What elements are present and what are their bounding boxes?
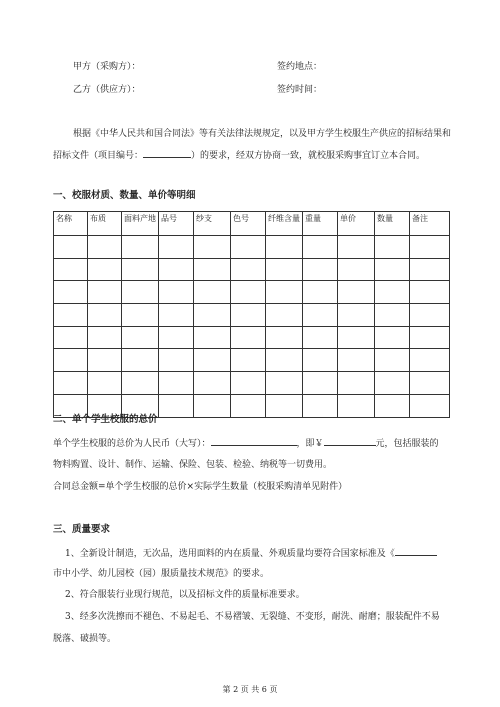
column-header: 纱支 [194, 212, 231, 236]
table-cell[interactable] [303, 281, 338, 304]
intro-line-2-after: ）的要求，经双方协商一致，就校服采购事宜订立本合同。 [191, 151, 426, 161]
table-cell[interactable] [410, 304, 450, 327]
table-cell[interactable] [194, 304, 231, 327]
table-row [54, 258, 450, 281]
table-cell[interactable] [54, 349, 88, 372]
sign-place-label: 签约地点： [277, 62, 323, 72]
column-header: 重量 [303, 212, 338, 236]
intro-line-2-before: 招标文件（项目编号： [53, 151, 144, 161]
table-cell[interactable] [338, 349, 375, 372]
table-cell[interactable] [194, 236, 231, 259]
table-cell[interactable] [410, 258, 450, 281]
table-cell[interactable] [88, 258, 122, 281]
quality-item-3-line-1: 3、经多次洗擦而不褪色、不易起毛、不易褶皱、无裂缝、不变形，耐洗、耐磨；服装配件不易 [65, 612, 440, 622]
table-cell[interactable] [303, 372, 338, 395]
table-cell[interactable] [159, 281, 194, 304]
price-uppercase-blank[interactable] [211, 436, 297, 446]
table-cell[interactable] [410, 326, 450, 349]
buyer-label: 甲方（采购方）： [73, 62, 141, 72]
table-cell[interactable] [122, 326, 159, 349]
table-cell[interactable] [122, 258, 159, 281]
table-row [54, 326, 450, 349]
table-cell[interactable] [194, 326, 231, 349]
table-cell[interactable] [338, 326, 375, 349]
table-cell[interactable] [194, 394, 231, 417]
price-includes-text: 元，包括服装的 [375, 439, 439, 449]
column-header: 色号 [231, 212, 266, 236]
table-cell[interactable] [375, 258, 410, 281]
table-cell[interactable] [375, 372, 410, 395]
table-cell[interactable] [375, 304, 410, 327]
table-row [54, 349, 450, 372]
table-cell[interactable] [266, 304, 303, 327]
table-cell[interactable] [410, 281, 450, 304]
quality-item-3-line-2: 脱落、破损等。 [53, 634, 117, 644]
quality-item-2: 2、符合服装行业现行规范，以及招标文件的质量标准要求。 [65, 590, 305, 600]
table-cell[interactable] [88, 281, 122, 304]
table-cell[interactable] [303, 258, 338, 281]
table-cell[interactable] [375, 326, 410, 349]
table-cell[interactable] [266, 258, 303, 281]
table-cell[interactable] [410, 372, 450, 395]
table-cell[interactable] [266, 326, 303, 349]
price-uppercase-label: 单个学生校服的总价为人民币（大写）： [53, 439, 211, 449]
table-cell[interactable] [338, 394, 375, 417]
column-header: 纤维含量 [266, 212, 303, 236]
section-2-heading: 二、单个学生校服的总价 [53, 414, 158, 425]
table-cell[interactable] [410, 349, 450, 372]
table-cell[interactable] [159, 304, 194, 327]
page-number: 第 2 页 共 6 页 [222, 685, 278, 694]
quality-item-1-line-1 [65, 546, 437, 560]
table-cell[interactable] [54, 372, 88, 395]
column-header: 单价 [338, 212, 375, 236]
table-cell[interactable] [194, 281, 231, 304]
table-cell[interactable] [122, 281, 159, 304]
city-name-blank[interactable] [395, 546, 437, 556]
table-cell[interactable] [54, 236, 88, 259]
table-cell[interactable] [303, 304, 338, 327]
table-cell[interactable] [231, 372, 266, 395]
table-cell[interactable] [159, 349, 194, 372]
table-row [54, 281, 450, 304]
table-cell[interactable] [410, 236, 450, 259]
table-cell[interactable] [88, 372, 122, 395]
section-2-line-3: 合同总金额=单个学生校服的总价×实际学生数量（校服采购清单见附件） [53, 482, 348, 492]
table-cell[interactable] [54, 304, 88, 327]
table-row [54, 236, 450, 259]
intro-line-2 [53, 148, 425, 162]
sign-time-label: 签约时间： [277, 85, 323, 95]
table-cell[interactable] [159, 372, 194, 395]
table-cell[interactable] [303, 394, 338, 417]
table-cell[interactable] [122, 349, 159, 372]
table-row [54, 372, 450, 395]
quality-item-1-line-2: 市中小学、幼儿园校（园）服质量技术规范》的要求。 [53, 569, 270, 579]
table-cell[interactable] [303, 349, 338, 372]
price-number-blank[interactable] [324, 436, 376, 446]
table-cell[interactable] [88, 326, 122, 349]
table-cell[interactable] [54, 281, 88, 304]
section-1-heading: 一、校服材质、数量、单价等明细 [53, 190, 196, 201]
table-cell[interactable] [194, 372, 231, 395]
table-cell[interactable] [88, 349, 122, 372]
table-cell[interactable] [159, 236, 194, 259]
table-cell[interactable] [303, 236, 338, 259]
table-cell[interactable] [54, 258, 88, 281]
table-cell[interactable] [338, 372, 375, 395]
table-cell[interactable] [88, 304, 122, 327]
section-3-heading: 三、质量要求 [53, 524, 111, 535]
table-cell[interactable] [122, 236, 159, 259]
table-cell[interactable] [231, 304, 266, 327]
table-cell[interactable] [159, 326, 194, 349]
table-cell[interactable] [194, 258, 231, 281]
column-header: 布质 [88, 212, 122, 236]
table-cell[interactable] [266, 372, 303, 395]
table-header-row [54, 212, 450, 236]
table-cell[interactable] [231, 394, 266, 417]
section-2-line-2: 物料购置、设计、制作、运输、保险、包装、检验、纳税等一切费用。 [53, 460, 333, 470]
project-number-blank[interactable] [143, 148, 191, 158]
table-cell[interactable] [338, 236, 375, 259]
table-cell[interactable] [231, 281, 266, 304]
table-cell[interactable] [194, 349, 231, 372]
table-cell[interactable] [88, 236, 122, 259]
table-cell[interactable] [231, 258, 266, 281]
table-cell[interactable] [122, 304, 159, 327]
section-2-line-1 [53, 436, 439, 450]
column-header: 品号 [159, 212, 194, 236]
table-cell[interactable] [122, 372, 159, 395]
table-cell[interactable] [231, 236, 266, 259]
table-cell[interactable] [410, 394, 450, 417]
column-header: 名称 [54, 212, 88, 236]
table-cell[interactable] [54, 326, 88, 349]
price-number-label: ，即￥ [296, 439, 324, 449]
table-cell[interactable] [375, 394, 410, 417]
table-cell[interactable] [338, 281, 375, 304]
table-cell[interactable] [266, 236, 303, 259]
table-cell[interactable] [338, 304, 375, 327]
supplier-label: 乙方（供应方）： [73, 85, 141, 95]
table-row [54, 304, 450, 327]
table-cell[interactable] [159, 258, 194, 281]
intro-line-1: 根据《中华人民共和国合同法》等有关法律法规规定，以及甲方学生校服生产供应的招标结果和 [73, 129, 452, 139]
table-cell[interactable] [266, 394, 303, 417]
table-cell[interactable] [303, 326, 338, 349]
column-header: 数量 [375, 212, 410, 236]
table-cell[interactable] [375, 281, 410, 304]
table-cell[interactable] [231, 326, 266, 349]
table-cell[interactable] [266, 281, 303, 304]
table-cell[interactable] [375, 349, 410, 372]
table-cell[interactable] [338, 258, 375, 281]
column-header: 备注 [410, 212, 450, 236]
table-cell[interactable] [231, 349, 266, 372]
table-cell[interactable] [159, 394, 194, 417]
table-cell[interactable] [266, 349, 303, 372]
column-header: 面料产地 [122, 212, 159, 236]
spec-table [53, 211, 450, 418]
quality-item-1-text: 1、全新设计制造，无次品，选用面料的内在质量、外观质量均要符合国家标准及《 [65, 549, 395, 559]
table-body [54, 236, 450, 418]
table-cell[interactable] [375, 236, 410, 259]
